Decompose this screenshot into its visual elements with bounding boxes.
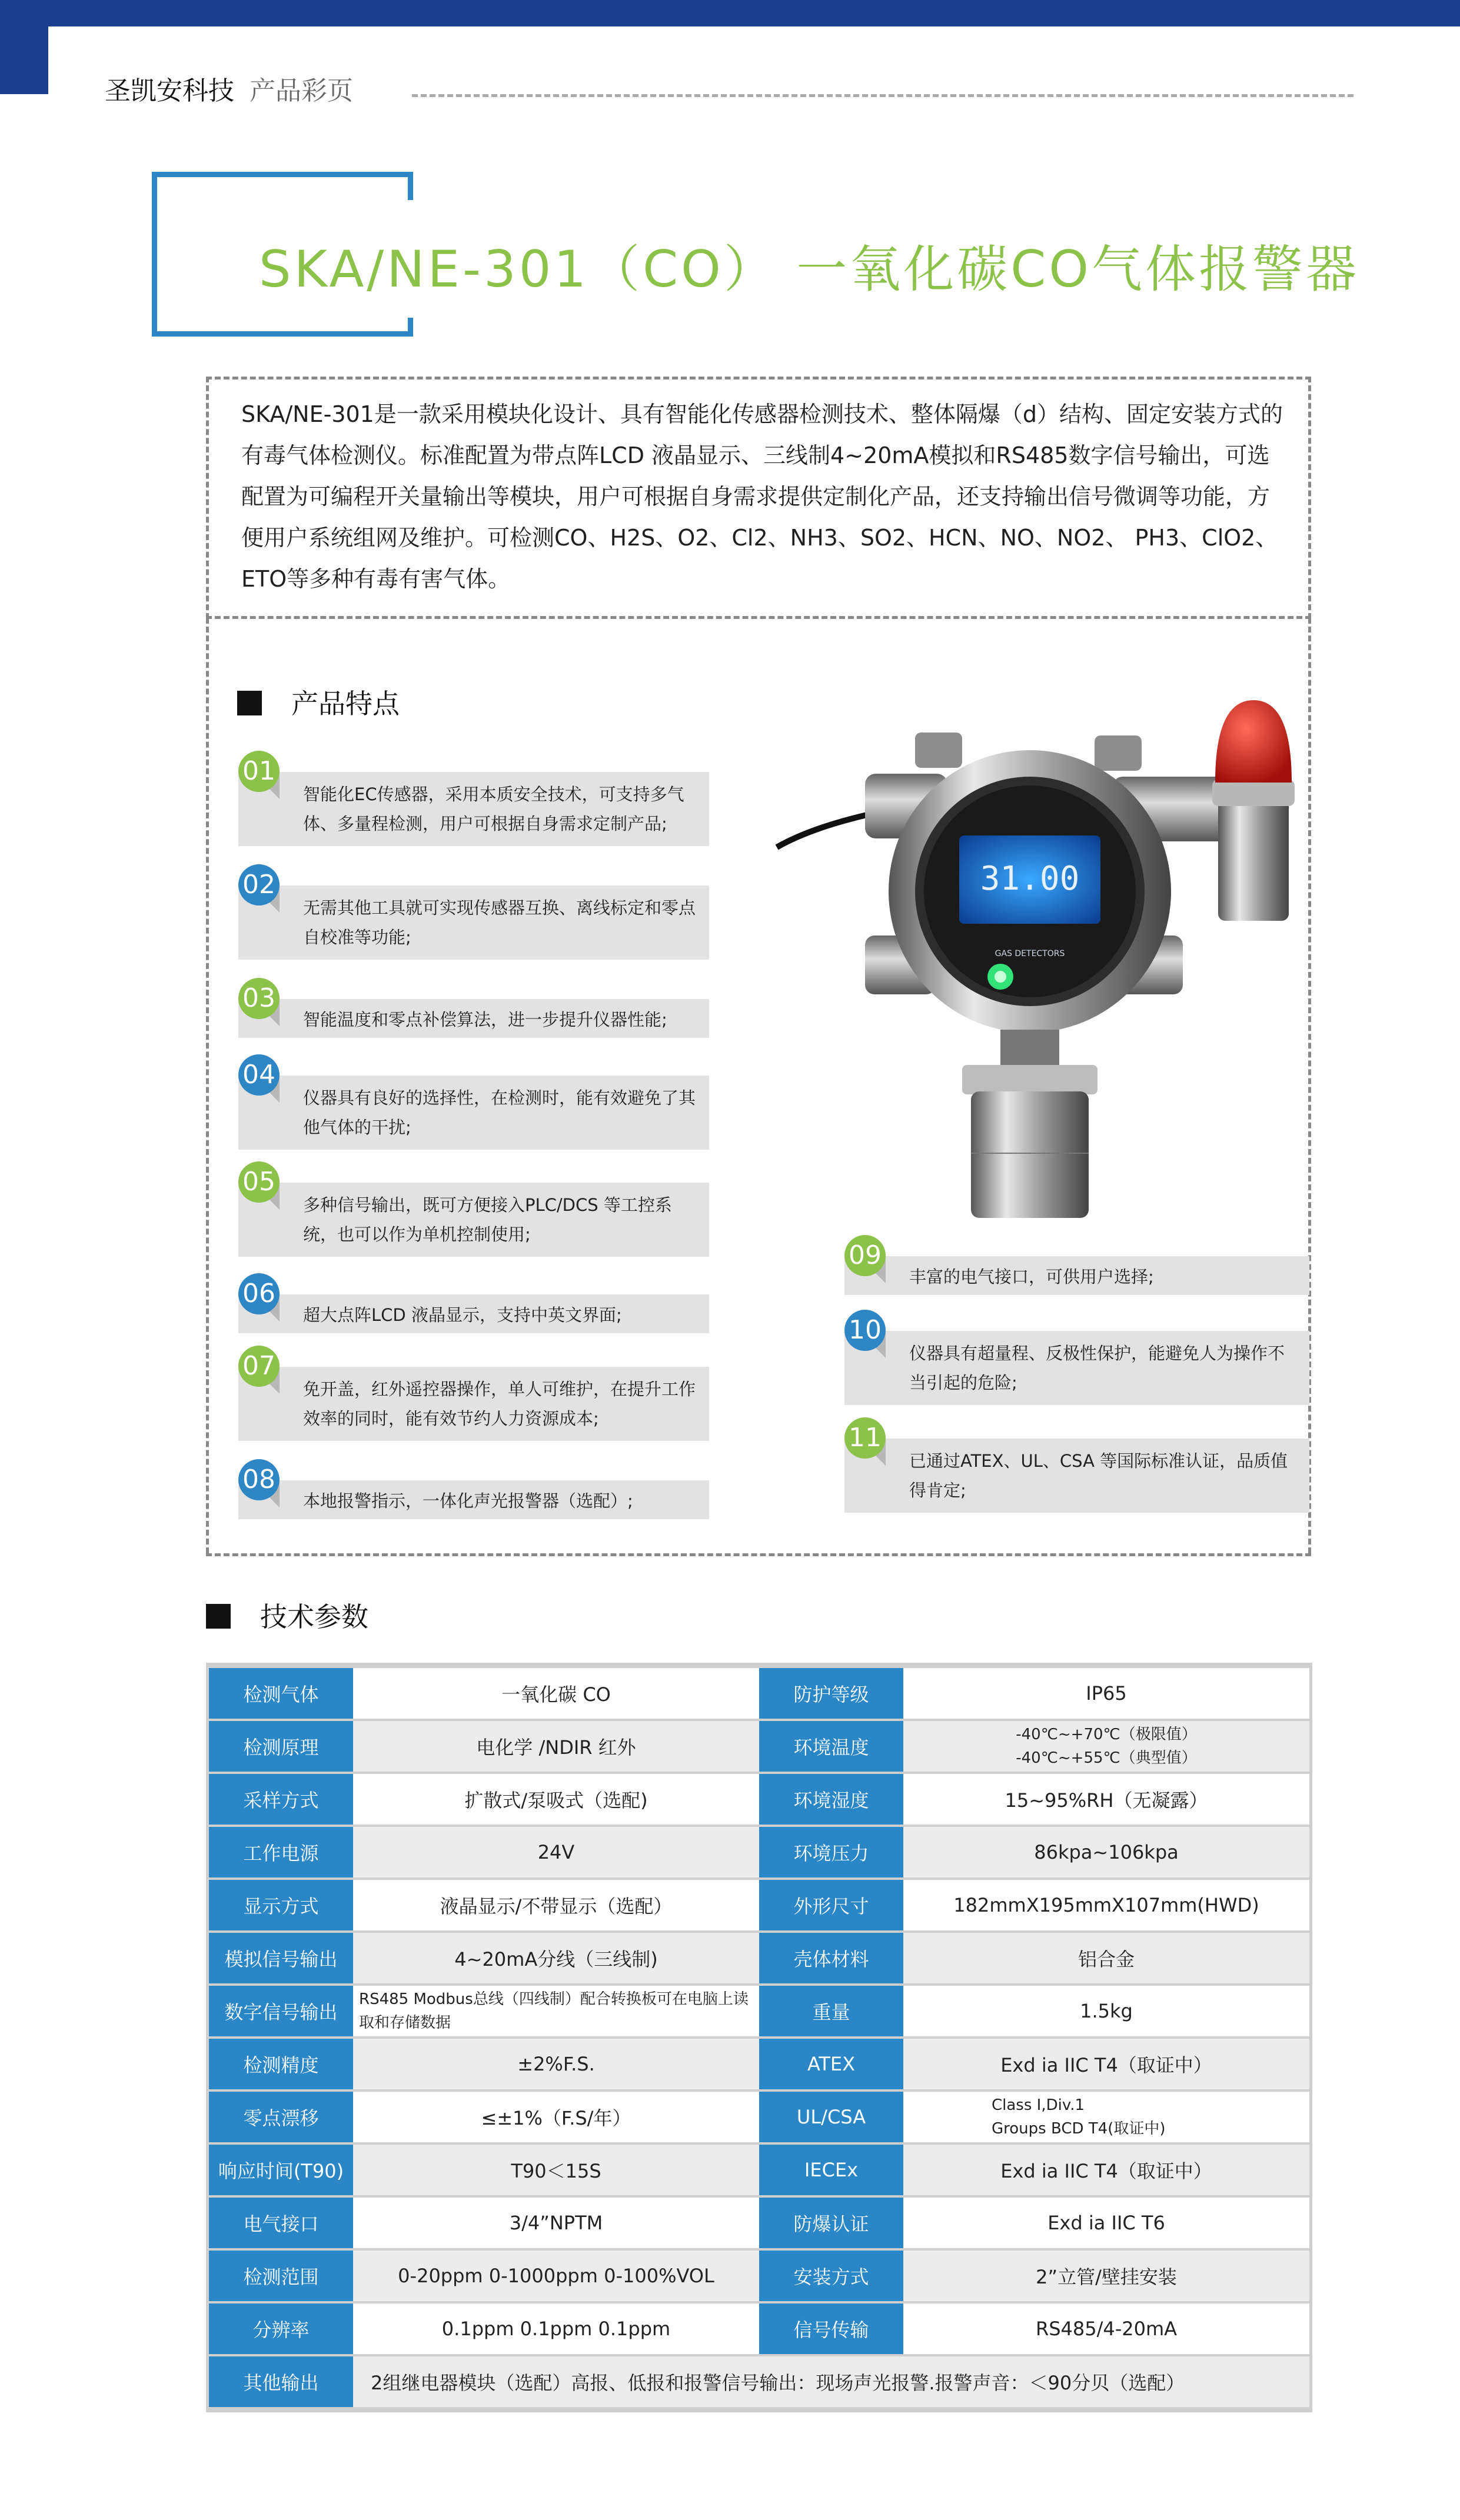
alarm-beacon xyxy=(1215,700,1292,783)
spec-value: ≤±1%（F.S/年） xyxy=(353,2092,759,2142)
header-bar xyxy=(0,0,1460,26)
spec-row xyxy=(209,2039,1309,2089)
spec-label: 电气接口 xyxy=(209,2198,353,2248)
spec-value: T90＜15S xyxy=(353,2145,759,2195)
features-border-left xyxy=(206,618,209,1553)
feature-text: 智能化EC传感器，采用本质安全技术，可支持多气体、多量程检测，用户可根据自身需求定制产品; xyxy=(303,784,684,834)
feature-item xyxy=(238,999,709,1038)
spec-label: 检测气体 xyxy=(209,1668,353,1719)
spec-value: 1.5kg xyxy=(903,1986,1309,2036)
spec-label: UL/CSA xyxy=(759,2092,903,2142)
spec-value: Exd ia IIC T4（取证中） xyxy=(903,2145,1309,2195)
spec-row xyxy=(209,2198,1309,2248)
spec-value: 电化学 /NDIR 红外 xyxy=(353,1721,759,1772)
lcd-reading: 31.00 xyxy=(980,860,1080,898)
spec-value: 液晶显示/不带显示（选配） xyxy=(353,1880,759,1930)
square-bullet-icon xyxy=(237,691,262,715)
spec-value: 2组继电器模块（选配）高报、低报和报警信号输出：现场声光报警.报警声音：＜90分贝（选配） xyxy=(353,2356,1309,2407)
spec-value: 86kpa~106kpa xyxy=(903,1827,1309,1877)
spec-label: 防爆认证 xyxy=(759,2198,903,2248)
feature-item xyxy=(238,1294,709,1333)
feature-text: 仪器具有良好的选择性，在检测时，能有效避免了其他气体的干扰; xyxy=(303,1088,696,1137)
feature-number-badge: 10 xyxy=(844,1310,886,1351)
section-name: 产品彩页 xyxy=(250,76,353,106)
features-heading-text: 产品特点 xyxy=(291,688,400,720)
spec-value: 铝合金 xyxy=(903,1933,1309,1983)
spec-value: 2”立管/壁挂安装 xyxy=(903,2251,1309,2301)
spec-row-other xyxy=(209,2356,1309,2407)
feature-text: 仪器具有超量程、反极性保护，能避免人为操作不当引起的危险; xyxy=(909,1343,1285,1393)
header-divider xyxy=(412,94,1353,97)
spec-value: Exd ia IIC T4（取证中） xyxy=(903,2039,1309,2089)
feature-item xyxy=(844,1439,1309,1513)
spec-value: 0-20ppm 0-1000ppm 0-100%VOL xyxy=(353,2251,759,2301)
spec-value xyxy=(903,1721,1309,1772)
spec-label: 工作电源 xyxy=(209,1827,353,1877)
sensor-housing xyxy=(971,1091,1089,1218)
spec-label: IECEx xyxy=(759,2145,903,2195)
feature-item xyxy=(238,886,709,960)
spec-value: Exd ia IIC T6 xyxy=(903,2198,1309,2248)
spec-label: 防护等级 xyxy=(759,1668,903,1719)
product-intro: SKA/NE-301是一款采用模块化设计、具有智能化传感器检测技术、整体隔爆（d）结构、固定安装方式的有毒气体检测仪。标准配置为带点阵LCD 液晶显示、三线制4~20mA模拟和RS485数字信号输出，可选配置为可编程开关量输出等模块，用户可根据自身需求提供定制化产品，还支持输出信号微调等功能，方便用户系统组网及维护。可检测CO、H2S、O2、Cl2、NH3、SO2、HCN、NO、NO2、 PH3、ClO2、ETO等多种有毒有害气体。 xyxy=(206,377,1311,619)
spec-label: 环境湿度 xyxy=(759,1774,903,1825)
spec-label: 重量 xyxy=(759,1986,903,2036)
feature-item xyxy=(238,772,709,846)
feature-number-badge: 05 xyxy=(238,1161,280,1203)
spec-value-line: -40℃~+55℃（典型值） xyxy=(1016,1749,1197,1767)
feature-item xyxy=(844,1256,1309,1295)
spec-label: 分辨率 xyxy=(209,2303,353,2354)
feature-text: 智能温度和零点补偿算法，进一步提升仪器性能; xyxy=(303,1009,667,1030)
spec-value: 一氧化碳 CO xyxy=(353,1668,759,1719)
spec-label: 检测范围 xyxy=(209,2251,353,2301)
spec-row xyxy=(209,1827,1309,1877)
feature-item xyxy=(238,1367,709,1441)
spec-table xyxy=(206,1663,1312,2412)
feature-number-badge: 06 xyxy=(238,1273,280,1314)
spec-row xyxy=(209,2303,1309,2354)
spec-value: 扩散式/泵吸式（选配) xyxy=(353,1774,759,1825)
feature-text: 超大点阵LCD 液晶显示，支持中英文界面; xyxy=(303,1304,622,1325)
spec-row xyxy=(209,1774,1309,1825)
spec-label: 采样方式 xyxy=(209,1774,353,1825)
company-name: 圣凯安科技 xyxy=(105,76,234,106)
feature-number-badge: 08 xyxy=(238,1459,280,1500)
spec-label: 环境温度 xyxy=(759,1721,903,1772)
spec-label: 显示方式 xyxy=(209,1880,353,1930)
features-border-bottom xyxy=(206,1553,1311,1556)
spec-value-line: Class I,Div.1 xyxy=(992,2096,1085,2114)
spec-label: 外形尺寸 xyxy=(759,1880,903,1930)
feature-text: 多种信号输出，既可方便接入PLC/DCS 等工控系统，也可以作为单机控制使用; xyxy=(303,1195,672,1244)
gas-detector-illustration xyxy=(765,665,1324,1230)
feature-item xyxy=(844,1331,1309,1405)
spec-row xyxy=(209,2251,1309,2301)
features-heading xyxy=(237,683,400,721)
brand xyxy=(105,69,353,107)
spec-label: 模拟信号输出 xyxy=(209,1933,353,1983)
specs-heading xyxy=(206,1596,368,1634)
panel-label: GAS DETECTORS xyxy=(995,949,1065,958)
specs-heading-text: 技术参数 xyxy=(260,1601,368,1633)
spec-row xyxy=(209,1721,1309,1772)
feature-number-badge: 11 xyxy=(844,1417,886,1459)
spec-label: 零点漂移 xyxy=(209,2092,353,2142)
spec-label: 检测原理 xyxy=(209,1721,353,1772)
spec-label: 数字信号输出 xyxy=(209,1986,353,2036)
spec-value: 4~20mA分线（三线制) xyxy=(353,1933,759,1983)
spec-value: ±2%F.S. xyxy=(353,2039,759,2089)
feature-number-badge: 09 xyxy=(844,1235,886,1276)
header-tab xyxy=(0,0,48,94)
spec-row xyxy=(209,1986,1309,2036)
spec-value: RS485 Modbus总线（四线制）配合转换板可在电脑上读取和存储数据 xyxy=(353,1986,759,2036)
feature-text: 本地报警指示，一体化声光报警器（选配）; xyxy=(303,1490,633,1511)
spec-value xyxy=(903,2092,1309,2142)
spec-value: 0.1ppm 0.1ppm 0.1ppm xyxy=(353,2303,759,2354)
spec-label: 其他输出 xyxy=(209,2356,353,2407)
spec-label: 检测精度 xyxy=(209,2039,353,2089)
feature-item xyxy=(238,1076,709,1150)
feature-text: 无需其他工具就可实现传感器互换、离线标定和零点自校准等功能; xyxy=(303,898,696,947)
feature-text: 丰富的电气接口，可供用户选择; xyxy=(909,1266,1154,1287)
feature-number-badge: 03 xyxy=(238,978,280,1019)
spec-label: 信号传输 xyxy=(759,2303,903,2354)
spec-value-line: -40℃~+70℃（极限值） xyxy=(1016,1726,1197,1743)
spec-label: ATEX xyxy=(759,2039,903,2089)
spec-value: IP65 xyxy=(903,1668,1309,1719)
feature-item xyxy=(238,1480,709,1519)
spec-label: 壳体材料 xyxy=(759,1933,903,1983)
feature-text: 免开盖，红外遥控器操作，单人可维护，在提升工作效率的同时，能有效节约人力资源成本; xyxy=(303,1379,696,1429)
spec-value-line: Groups BCD T4(取证中) xyxy=(992,2120,1166,2138)
feature-number-badge: 01 xyxy=(238,751,280,792)
feature-item xyxy=(238,1183,709,1257)
spec-value: 24V xyxy=(353,1827,759,1877)
spec-label: 安装方式 xyxy=(759,2251,903,2301)
feature-text: 已通过ATEX、UL、CSA 等国际标准认证，品质值得肯定; xyxy=(909,1451,1288,1500)
product-title: SKA/NE-301（CO） 一氧化碳CO气体报警器 xyxy=(259,240,1359,299)
feature-number-badge: 02 xyxy=(238,864,280,906)
spec-value: 182mmX195mmX107mm(HWD) xyxy=(903,1880,1309,1930)
spec-label: 环境压力 xyxy=(759,1827,903,1877)
spec-value: 15~95%RH（无凝露） xyxy=(903,1774,1309,1825)
feature-number-badge: 07 xyxy=(238,1346,280,1387)
spec-value: RS485/4-20mA xyxy=(903,2303,1309,2354)
feature-number-badge: 04 xyxy=(238,1054,280,1096)
spec-label: 响应时间(T90) xyxy=(209,2145,353,2195)
beacon-body xyxy=(1218,797,1289,921)
spec-row xyxy=(209,1933,1309,1983)
spec-row xyxy=(209,2145,1309,2195)
spec-row xyxy=(209,2092,1309,2142)
spec-value: 3/4”NPTM xyxy=(353,2198,759,2248)
spec-row xyxy=(209,1880,1309,1930)
square-bullet-icon xyxy=(206,1604,231,1629)
spec-row xyxy=(209,1668,1309,1719)
